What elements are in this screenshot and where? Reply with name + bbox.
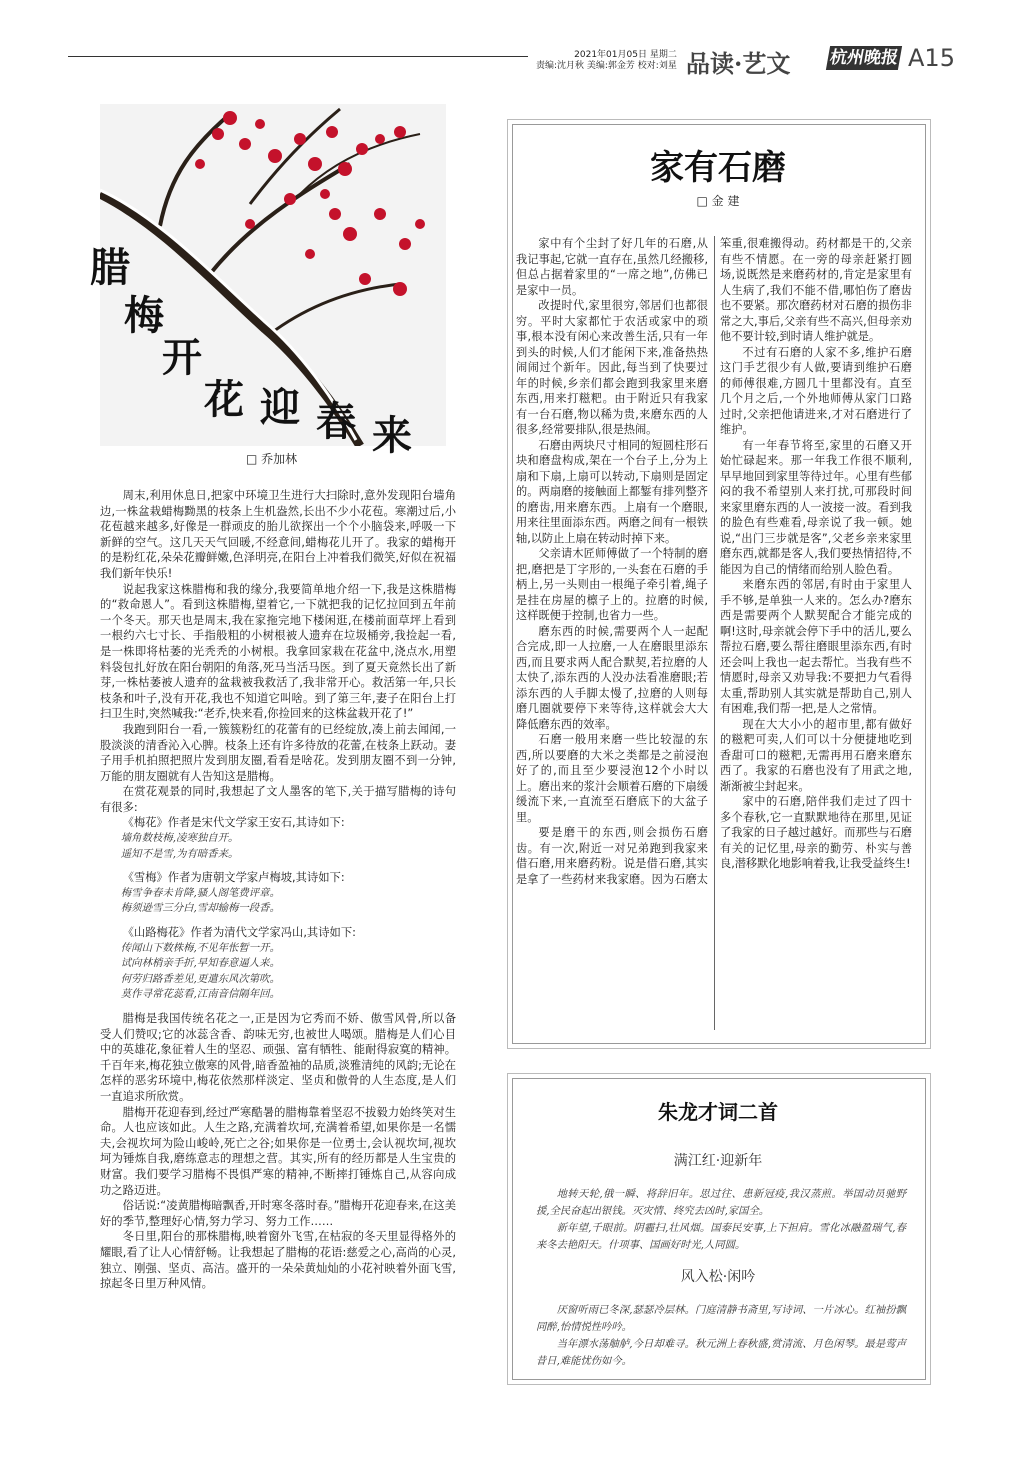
header-staff: 责编:沈月秋 美编:郭金芳 校对:刘星 <box>536 61 677 71</box>
paragraph: 说起我家这株腊梅和我的缘分,我要简单地介绍一下,我是这株腊梅的“救命恩人”。看到这株腊梅,望着它,一下就把我的记忆拉回到五年前一个冬天。那天也是周末,我在家拖完地下楼闲逛,在楼前面草坪上看到一根约六七寸长、手指般粗的小树根被人遗弃在垃圾桶旁,我捡起一看,是一株即将枯萎的光秃秃的小树根。我拿回家栽在花盆中,浇点水,用塑料袋包扎好放在阳台朝阳的角落,死马当活马医。到了夏天竟然长出了新芽,一株枯萎被人遗弃的盆栽被我救活了,我非常开心。救活第一年,只长枝条和叶子,没有开花,我也不知道它叫啥。到了第三年,妻子在阳台上打扫卫生时,突然喊我:“老乔,快来看,你捡回来的这株盆栽开花了!” <box>100 582 456 721</box>
header-rule <box>68 56 528 57</box>
paragraph: 改提时代,家里很穷,邻居们也都很穷。平时大家都忙于农活或家中的琐事,根本没有闲心来改善生活,只有一年到头的时候,人们才能闲下来,准备热热闹闹过个新年。因此,每当到了快要过年的时候,乡亲们都会跑到我家里来磨东西,用来打糍粑。由于附近只有我家有一台石磨,物以稀为贵,来磨东西的人很多,经常要排队,很是热闹。 <box>516 299 708 436</box>
ci-title-2: 风入松·闲吟 <box>680 1269 756 1285</box>
ci-body-1 <box>536 1186 906 1254</box>
title-char-7: 来 <box>372 412 412 459</box>
page-number: A15 <box>908 44 955 72</box>
paragraph: 来磨东西的邻居,有时由于家里人手不够,是单独一人来的。怎么办?磨东西是需要两个人默契配合才能完成的啊!这时,母亲就会停下手中的活儿,要么帮拉石磨,要么帮往磨眼里添东西,有时还会叫上我也一起去帮忙。当我有些不情愿时,母亲又劝导我:不要把力气看得太重,帮助别人其实就是帮助自己,别人有困难,我们帮一把,是人之常情。 <box>720 578 912 715</box>
poem-intro: 《山路梅花》作者为清代文学家冯山,其诗如下: <box>122 926 356 940</box>
title-char-3: 开 <box>162 334 202 381</box>
title-char-6: 春 <box>316 398 356 445</box>
poem-line: 梅雪争春未肯降,骚人阁笔费评章。 <box>120 886 280 899</box>
poem-intro: 《雪梅》作者为唐朝文学家卢梅坡,其诗如下: <box>122 871 345 885</box>
paragraph: 腊梅是我国传统名花之一,正是因为它秀而不娇、傲雪风骨,所以备受人们赞叹;它的冰蕊含香、韵味无穷,也被世人喝颂。腊梅是人们心目中的英雄花,象征着人生的坚忍、顽强、富有牺牲、能耐得寂寞的精神。千百年来,梅花独立傲寒的风骨,暗香盈袖的品质,淡雅清纯的风韵;无论在怎样的恶劣环境中,梅花依然那样淡定、坚贞和傲骨的人生态度,是人们一直追求所欣赏。 <box>100 1012 456 1103</box>
paragraph: 周末,利用休息日,把家中环境卫生进行大扫除时,意外发现阳台墙角边,一株盆栽蜡梅黝黑的枝条上生机盎然,长出不少小花苞。寒潮过后,小花苞越来越多,好像是一群顽皮的胎儿欲探出一个个小脑袋来,呼吸一下新鲜的空气。这几天天气回暖,不经意间,蜡梅花儿开了。我家的蜡梅开的是粉红花,朵朵花瓣鲜嫩,色泽明亮,在阳台上冲着我们微笑,好似在祝福我们新年快乐! <box>100 489 456 580</box>
paragraph: 在赏花观景的同时,我想起了文人墨客的笔下,关于描写腊梅的诗句有很多: <box>100 785 456 814</box>
left-author: □ 乔加林 <box>246 452 298 466</box>
stone-mill-body <box>516 236 912 1030</box>
ci-stanza: 地转天轮,俄一瞬、将辞旧年。思过往、患新冠疫,我汉蒸煎。举国动员驰野援,全民奋起出银钱。灭灾情、终究去凶时,家国全。 <box>536 1188 906 1217</box>
paragraph: 家中的石磨,陪伴我们走过了四十多个春秋,它一直默默地待在那里,见证了我家的日子越过越好。而那些与石磨有关的记忆里,母亲的勤劳、朴实与善良,潜移默化地影响着我,让我受益终生! <box>720 795 912 870</box>
paragraph: 有一年春节将至,家里的石磨又开始忙碌起来。那一年我工作很不顺利,早早地回到家里等待过年。心里有些郁闷的我不希望别人来打扰,可那段时间来家里磨东西的人一波接一波。看到我的脸色有些难看,母亲说了我一顿。她说,“出门三步就是客”,父老乡亲来家里磨东西,就都是客人,我们要热情招待,不能因为自己的情绪而给别人脸色看。 <box>720 438 912 576</box>
poem-line: 莫作寻常花蕊看,江南音信隔年回。 <box>120 988 280 1001</box>
ci-stanza: 新年望,千眼前。阴霾扫,壮风烟。国泰民安事,上下担肩。雪化冰融盈瑞气,春来冬去艳阳天。什项事、国画好时光,人同圆。 <box>536 1222 906 1251</box>
ci-stanza: 当年漂水荡舳舻,今日却难寻。秋元洲上春秋盛,赏清流、月色闲琴。最是莺声昔日,难能忧伤如今。 <box>536 1338 906 1367</box>
poem-line: 试向林梢亲手折,早知春意逼人来。 <box>120 957 280 970</box>
poem-line: 传闻山下数株梅,不见年怅暂一开。 <box>120 941 280 954</box>
paragraph: 要是磨干的东西,则会损伤石磨齿。有一次,附近一对兄弟跑到我家来借石磨,用来磨药粉。说是借石磨,其实是拿了一些药材来我家磨。因为石磨太笨重,很难搬得动。药材都是干的,父亲有些不情愿。在一旁的母亲赶紧打圆场,说既然是来磨药材的,肯定是家里有人生病了,我们不能不借,哪怕伤了磨齿也不要紧。那次磨药材对石磨的损伤非常之大,事后,父亲有些不高兴,但母亲劝他不要计较,到时请人维护就是。 <box>516 237 912 886</box>
paragraph: 我跑到阳台一看,一簇簇粉红的花蕾有的已经绽放,凑上前去闻闻,一股淡淡的清香沁入心脾。枝条上还有许多待放的花蕾,在枝条上跃动。妻子用手机拍照把照片发到朋友圈,看看是啥花。发到朋友圈不到一分钟,万能的朋友圈就有人告知这是腊梅。 <box>100 722 456 783</box>
ci-stanza: 厌窗听雨已冬深,瑟瑟冷层林。门庭清静书斋里,写诗词、一片冰心。红袖扮飘同醉,怡情悦性吟吟。 <box>536 1304 906 1333</box>
poem-box-title: 朱龙才词二首 <box>658 1100 778 1124</box>
paragraph: 腊梅开花迎春到,经过严寒酷暑的腊梅靠着坚忍不拔毅力始终笑对生命。人也应该如此。人生之路,充满着坎坷,充满着希望,如果你是一名懦夫,会视坎坷为险山峻岭,死亡之谷;如果你是一位勇士,会认视坎坷,视坎坷为锤炼自我,磨练意志的理想之营。其实,所有的经历都是人生宝贵的财富。我们要学习腊梅不畏惧严寒的精神,不断摔打锤炼自己,从容向成功之路迈进。 <box>100 1105 456 1197</box>
paragraph: 现在大大小小的超市里,都有做好的糍粑可卖,人们可以十分便捷地吃到香甜可口的糍粑,无需再用石磨来磨东西了。我家的石磨也没有了用武之地,渐渐被尘封起来。 <box>720 717 912 793</box>
stone-mill-author: □ 金 建 <box>696 194 740 208</box>
newspaper-logo: 杭州晚报 <box>826 46 902 70</box>
section-name: 品读·艺文 <box>686 49 791 78</box>
paragraph: 石磨由两块尺寸相同的短圆柱形石块和磨盘构成,架在一个台子上,分为上扇和下扇,上扇可以转动,下扇则是固定的。两扇磨的接触面上都錾有排列整齐的磨齿,用来磨东西。上扇有一个磨眼,用来往里面添东西。两磨之间有一根铁轴,以防止上扇在转动时掉下来。 <box>516 438 708 545</box>
stone-mill-title: 家有石磨 <box>650 148 786 188</box>
paragraph: 父亲请木匠师傅做了一个特制的磨把,磨把是丁字形的,一头套在石磨的手柄上,另一头则由一根绳子牵引着,绳子是挂在房屋的檩子上的。拉磨的时候,这样既便于控制,也省力一些。 <box>516 547 708 622</box>
paragraph: 家中有个尘封了好几年的石磨,从我记事起,它就一直存在,虽然几经搬移,但总占据着家里的“一席之地”,仿佛已是家中一员。 <box>516 237 708 297</box>
poem-line: 墙角数枝梅,凌寒独自开。 <box>120 832 239 845</box>
title-char-4: 花 <box>204 376 244 423</box>
left-article-body <box>100 488 456 1292</box>
header-date: 2021年01月05日 星期二 <box>574 50 677 60</box>
title-char-1: 腊 <box>90 244 130 291</box>
poem-line: 何劳归路香差见,更遣东风次第吹。 <box>120 972 280 985</box>
paragraph: 磨东西的时候,需要两个人一起配合完成,即一人拉磨,一人在磨眼里添东西,而且要求两人配合默契,若拉磨的人太快了,添东西的人没办法看准磨眼;若添东西的人手脚太慢了,拉磨的人则每磨几圈就要停下来等待,这样就会大大降低磨东西的效率。 <box>516 624 708 731</box>
paragraph: 俗话说:“凌黄腊梅暗飘香,开时寒冬落时春。”腊梅开花迎春来,在这美好的季节,整理好心情,努力学习、努力工作…… <box>100 1199 456 1228</box>
ci-title-1: 满江红·迎新年 <box>673 1153 763 1169</box>
poem-line: 遥知不是雪,为有暗香来。 <box>120 847 239 860</box>
paragraph: 不过有石磨的人家不多,维护石磨这门手艺很少有人做,要请到维护石磨的师傅很难,方圆几十里都没有。直至几个月之后,一个外地师傅从家门口路过时,父亲把他请进来,才对石磨进行了维护。 <box>720 345 912 436</box>
poem-line: 梅须逊雪三分白,雪却输梅一段香。 <box>120 902 280 915</box>
paragraph: 石磨一般用来磨一些比较湿的东西,所以要磨的大米之类都是之前浸泡好了的,而且至少要浸泡12个小时以上。磨出来的浆汁会顺着石磨的下扇缓缓流下来,一直流至石磨底下的大盆子里。 <box>516 733 708 824</box>
ci-body-2 <box>536 1302 906 1370</box>
header-meta <box>536 50 677 72</box>
paragraph: 冬日里,阳台的那株腊梅,映着窗外飞雪,在枯寂的冬天里显得格外的耀眼,看了让人心情舒畅。让我想起了腊梅的花语:慈爱之心,高尚的心灵,独立、刚强、坚贞、高洁。盛开的一朵朵黄灿灿的小花衬映着外面飞雪,掠起冬日里万种风情。 <box>100 1230 456 1291</box>
title-char-2: 梅 <box>124 292 164 339</box>
title-char-5: 迎 <box>260 384 300 431</box>
poem-intro: 《梅花》作者是宋代文学家王安石,其诗如下: <box>122 816 345 830</box>
